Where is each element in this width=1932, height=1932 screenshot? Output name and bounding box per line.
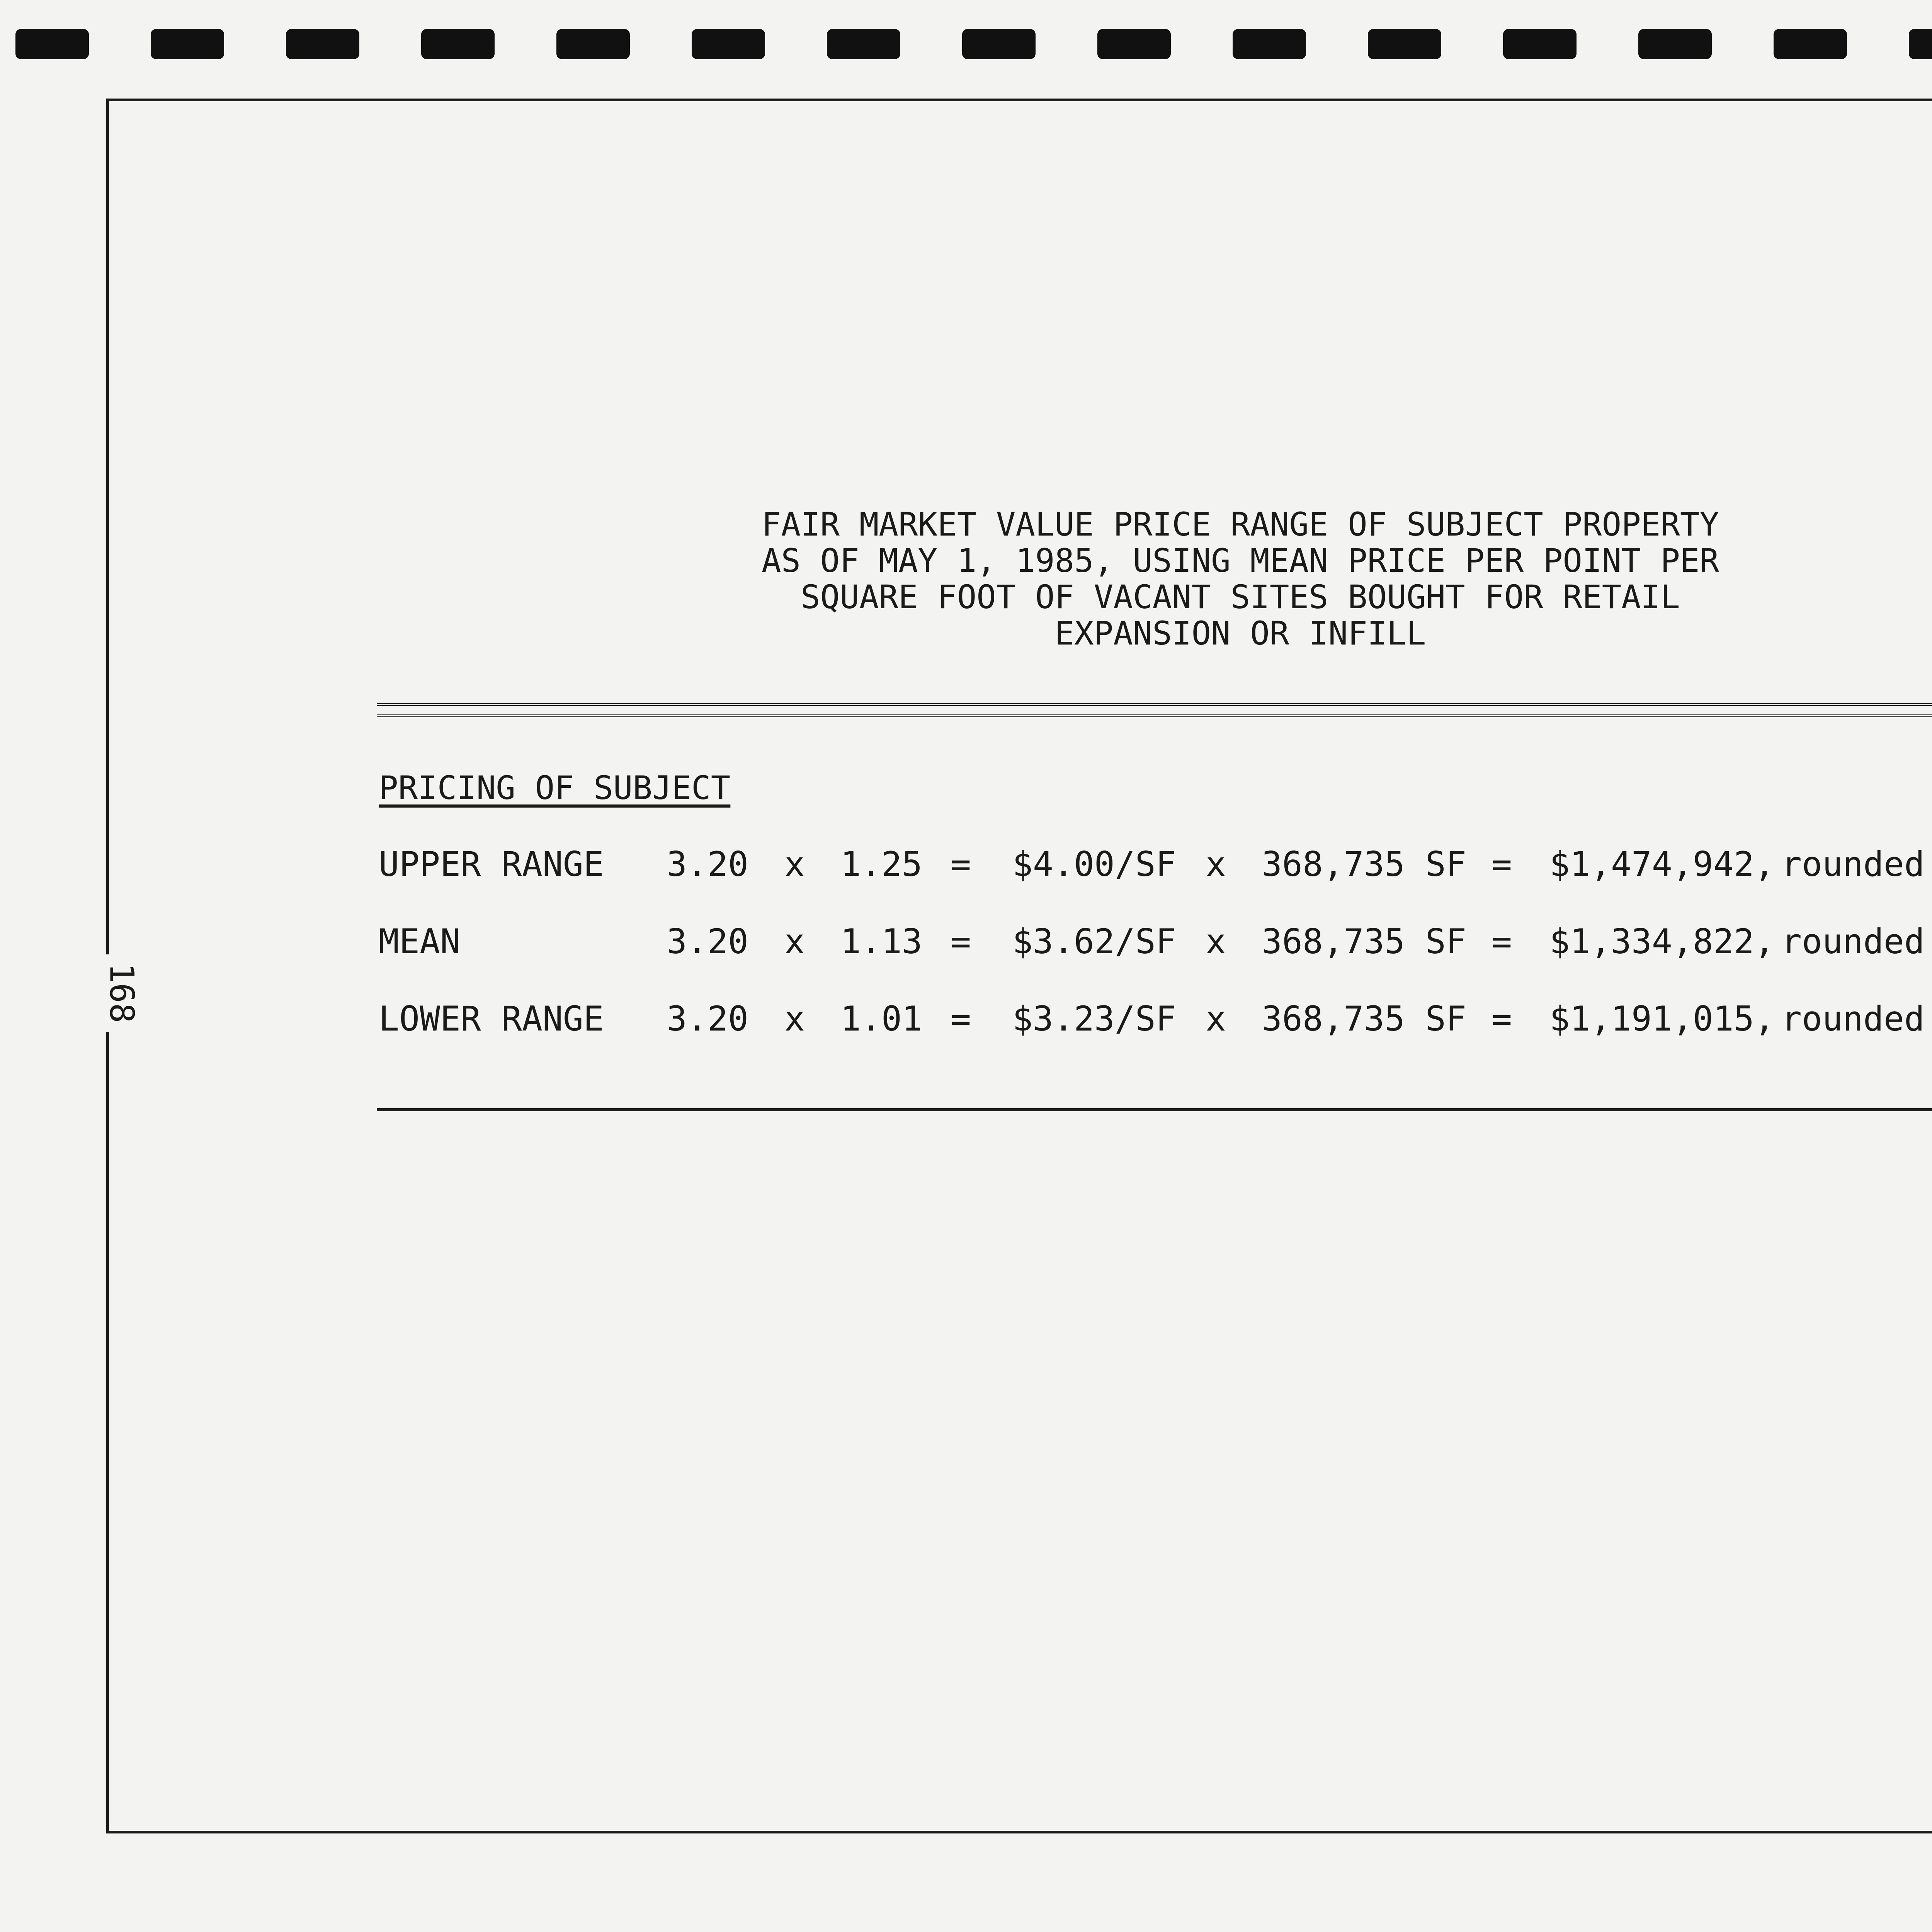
equals-sign: = [951,999,971,1039]
area-value: 368,735 SF [1262,844,1466,884]
perforation-hole [962,29,1036,59]
perforation-hole [556,29,630,59]
factor-value: 1.13 [840,922,922,961]
title-line: SQUARE FOOT OF VACANT SITES BOUGHT FOR RETAIL [801,578,1680,616]
multiply-sign: x [1206,999,1226,1039]
title-line: FAIR MARKET VALUE PRICE RANGE OF SUBJECT PROPERTY [761,505,1719,543]
perforation-hole [827,29,900,59]
perforation-hole [1909,29,1932,59]
perforation-hole [421,29,495,59]
price-per-sf: $3.23/SF [1012,999,1176,1039]
multiply-sign: x [784,844,805,884]
rounded-word: rounded [1781,844,1925,884]
perforation-hole [286,29,359,59]
price-per-sf: $3.62/SF [1012,922,1176,961]
title-line: AS OF MAY 1, 1985, USING MEAN PRICE PER POINT PER [761,542,1719,580]
perforation-hole [1233,29,1306,59]
points-value: 3.20 [667,922,748,961]
bottom-rule-divider [377,1108,1932,1111]
points-value: 3.20 [667,844,748,884]
multiply-sign: x [1206,844,1226,884]
total-value: $1,334,822, [1549,922,1775,961]
page-frame [106,99,1932,1833]
perforation-hole [15,29,89,59]
perforation-hole [1097,29,1171,59]
multiply-sign: x [784,999,805,1039]
section-heading: PRICING OF SUBJECT [379,769,731,807]
title-line: EXPANSION OR INFILL [1054,614,1426,652]
multiply-sign: x [1206,922,1226,961]
area-value: 368,735 SF [1262,922,1466,961]
row-label: MEAN [379,922,461,961]
equals-sign: = [951,844,971,884]
rounded-word: rounded [1781,922,1925,961]
total-value: $1,474,942, [1549,844,1775,884]
equals-sign: = [1492,999,1512,1039]
page-number-text: 168 [102,963,141,1023]
page-number [99,954,145,1032]
factor-value: 1.01 [840,999,922,1039]
perforation-hole [1638,29,1712,59]
factor-value: 1.25 [840,844,922,884]
perforation-hole [151,29,224,59]
equals-sign: = [1492,922,1512,961]
perforation-hole [1774,29,1847,59]
rounded-word: rounded [1781,999,1925,1039]
double-rule-divider [377,703,1932,717]
perforation-hole [692,29,765,59]
perforation-strip [0,29,1932,68]
total-value: $1,191,015, [1549,999,1775,1039]
equals-sign: = [1492,844,1512,884]
price-per-sf: $4.00/SF [1012,844,1176,884]
equals-sign: = [951,922,971,961]
perforation-hole [1368,29,1441,59]
points-value: 3.20 [667,999,748,1039]
row-label: LOWER RANGE [379,999,604,1039]
perforation-hole [1503,29,1577,59]
multiply-sign: x [784,922,805,961]
row-label: UPPER RANGE [379,844,604,884]
area-value: 368,735 SF [1262,999,1466,1039]
document-title [672,506,1808,651]
